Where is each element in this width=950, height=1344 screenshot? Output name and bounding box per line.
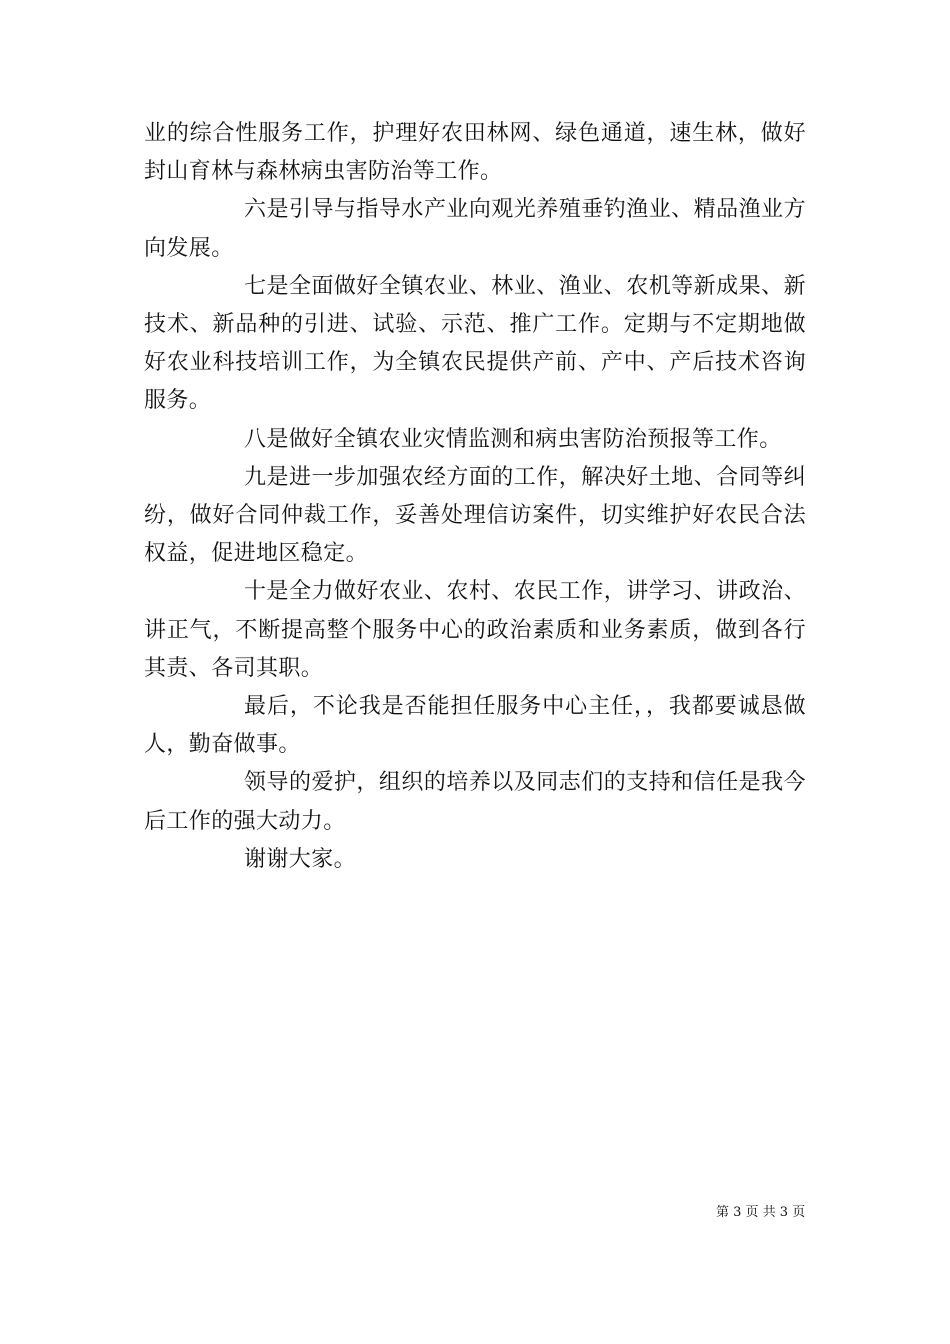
paragraph-closing: 最后，不论我是否能担任服务中心主任，，我都要诚恳做人，勤奋做事。 bbox=[144, 694, 806, 758]
paragraph-item-seven: 七是全面做好全镇农业、林业、渔业、农机等新成果、新技术、新品种的引进、试验、示范、推广工作。定期与不定期地做好农业科技培训工作，为全镇农民提供产前、产中、产后技术咨询服务。 bbox=[144, 273, 806, 414]
paragraph-item-eight: 八是做好全镇农业灾情监测和病虫害防治预报等工作。 bbox=[244, 426, 782, 452]
paragraph-continuation: 业的综合性服务工作，护理好农田林网、绿色通道，速生林，做好封山育林与森林病虫害防治等工作。 bbox=[144, 121, 806, 185]
paragraph-thanks: 谢谢大家。 bbox=[244, 846, 357, 872]
paragraph-gratitude: 领导的爱护，组织的培养以及同志们的支持和信任是我今后工作的强大动力。 bbox=[144, 770, 806, 834]
paragraph-item-ten: 十是全力做好农业、农村、农民工作，讲学习、讲政治、讲正气，不断提高整个服务中心的政治素质和业务素质，做到各行其责、各司其职。 bbox=[144, 579, 806, 681]
paragraph-item-six: 六是引导与指导水产业向观光养殖垂钓渔业、精品渔业方向发展。 bbox=[144, 197, 806, 261]
document-body bbox=[144, 115, 806, 879]
page-number-footer: 第 3 页 共 3 页 bbox=[716, 1205, 806, 1220]
paragraph-item-nine: 九是进一步加强农经方面的工作，解决好土地、合同等纠纷，做好合同仲裁工作，妥善处理信访案件，切实维护好农民合法权益，促进地区稳定。 bbox=[144, 464, 806, 567]
